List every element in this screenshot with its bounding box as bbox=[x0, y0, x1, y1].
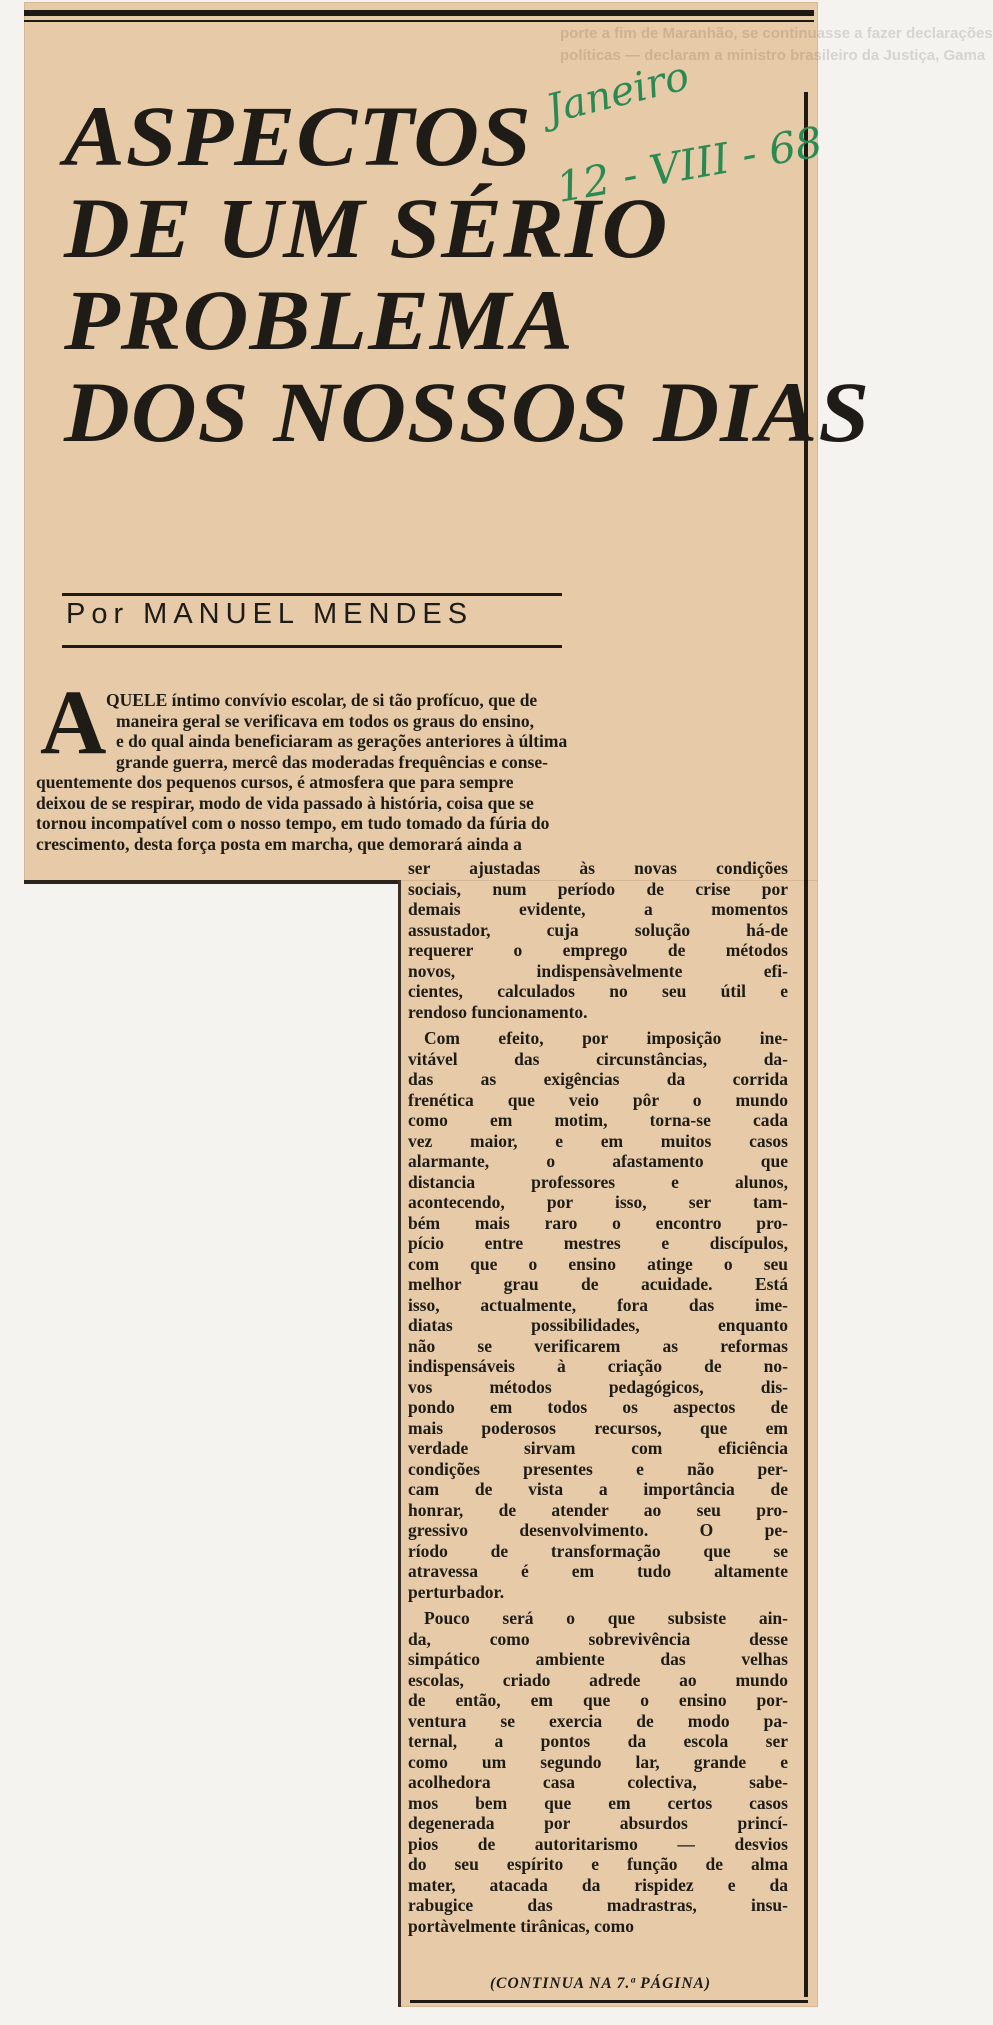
article-paragraph bbox=[408, 1608, 788, 1936]
article-line: mos bem que em certos casos bbox=[408, 1792, 788, 1813]
article-line: ternal, a pontos da escola ser bbox=[408, 1731, 788, 1751]
lead-paragraph bbox=[36, 690, 784, 854]
article-line: portàvelmente tirânicas, como bbox=[408, 1915, 634, 1936]
headline-line: PROBLEMA bbox=[64, 272, 574, 368]
article-line: melhor grau de acuidade. Está bbox=[408, 1274, 788, 1294]
lead-line: QUELE íntimo convívio escolar, de si tão profícuo, que de bbox=[106, 690, 538, 710]
article-line: pondo em todos os aspectos de bbox=[408, 1397, 788, 1417]
article-line: verdade sirvam com eficiência bbox=[408, 1438, 788, 1458]
article-line: indispensáveis à criação de no- bbox=[408, 1356, 788, 1376]
article-line: das as exigências da corrida bbox=[408, 1069, 788, 1089]
article-paragraph bbox=[408, 858, 788, 1022]
article-line: do seu espírito e função de alma bbox=[408, 1854, 788, 1874]
article-line: da, como sobrevivência desse bbox=[408, 1628, 788, 1649]
article-line: gressivo desenvolvimento. O pe- bbox=[408, 1520, 788, 1540]
article-line: distancia professores e alunos, bbox=[408, 1171, 788, 1192]
continued-note: (CONTINUA NA 7.ª PÁGINA) bbox=[490, 1975, 712, 1992]
article-line: ventura se exercia de modo pa- bbox=[408, 1710, 788, 1731]
headline-line: DOS NOSSOS DIAS bbox=[64, 364, 871, 460]
article-line: alarmante, o afastamento que bbox=[408, 1151, 788, 1171]
bleed-through-line: porte a fim de Maranhão, se continuasse a fazer declarações bbox=[560, 25, 993, 42]
article-line: mater, atacada da rispidez e da bbox=[408, 1874, 788, 1895]
article-line: cam de vista a importância de bbox=[408, 1479, 788, 1499]
article-line: condições presentes e não per- bbox=[408, 1458, 788, 1479]
article-line: Pouco será o que subsiste ain- bbox=[424, 1608, 788, 1628]
article-line: rendoso funcionamento. bbox=[408, 1001, 588, 1022]
article-line: como um segundo lar, grande e bbox=[408, 1751, 788, 1772]
article-line: perturbador. bbox=[408, 1581, 505, 1602]
article-line: requerer o emprego de métodos bbox=[408, 940, 788, 960]
article-line: frenética que veio pôr o mundo bbox=[408, 1089, 788, 1110]
article-line: acolhedora casa colectiva, sabe- bbox=[408, 1772, 788, 1792]
headline-line: ASPECTOS bbox=[64, 88, 532, 184]
article-line: pício entre mestres e discípulos, bbox=[408, 1233, 788, 1253]
drop-cap: A bbox=[40, 671, 107, 773]
headline-line: DE UM SÉRIO bbox=[64, 180, 669, 276]
lead-line: e do qual ainda beneficiaram as gerações anteriores à última bbox=[116, 731, 568, 751]
article-line: de então, em que o ensino por- bbox=[408, 1690, 788, 1710]
article-line: com que o ensino atinge o seu bbox=[408, 1253, 788, 1274]
byline-rule-bottom bbox=[62, 645, 562, 648]
article-line: simpático ambiente das velhas bbox=[408, 1649, 788, 1669]
lead-line: grande guerra, mercê das moderadas frequências e conse- bbox=[116, 751, 548, 772]
article-line: honrar, de atender ao seu pro- bbox=[408, 1499, 788, 1520]
article-line: não se verificarem as reformas bbox=[408, 1335, 788, 1356]
article-line: pios de autoritarismo — desvios bbox=[408, 1833, 788, 1854]
article-column bbox=[408, 858, 788, 1936]
lead-line: deixou de se respirar, modo de vida passado à história, coisa que se bbox=[36, 792, 534, 813]
byline-rule-top bbox=[62, 593, 562, 596]
article-line: vitável das circunstâncias, da- bbox=[408, 1048, 788, 1069]
bleed-through-line: políticas — declaram a ministro brasileiro da Justiça, Gama bbox=[560, 47, 986, 64]
article-line: assustador, cuja solução há-de bbox=[408, 919, 788, 940]
top-rule bbox=[24, 10, 814, 16]
article-paragraph bbox=[408, 1028, 788, 1602]
lead-line: tornou incompatível com o nosso tempo, em tudo tomado da fúria do bbox=[36, 813, 550, 833]
article-line: rabugice das madrastras, insu- bbox=[408, 1895, 788, 1915]
article-line: ríodo de transformação que se bbox=[408, 1540, 788, 1561]
article-line: ser ajustadas às novas condições bbox=[408, 858, 788, 878]
article-line: escolas, criado adrede ao mundo bbox=[408, 1669, 788, 1690]
cut-edge-horizontal bbox=[24, 880, 398, 884]
article-line: diatas possibilidades, enquanto bbox=[408, 1315, 788, 1335]
lead-line: quentemente dos pequenos cursos, é atmosfera que para sempre bbox=[36, 772, 514, 792]
article-line: como em motim, torna-se cada bbox=[408, 1110, 788, 1130]
lead-line: maneira geral se verificava em todos os graus do ensino, bbox=[116, 710, 535, 731]
article-line: isso, actualmente, fora das ime- bbox=[408, 1294, 788, 1315]
handwritten-date: 12 - VIII - 68 bbox=[552, 117, 826, 212]
article-line: mais poderosos recursos, que em bbox=[408, 1417, 788, 1438]
article-line: vez maior, e em muitos casos bbox=[408, 1130, 788, 1151]
article-line: cientes, calculados no seu útil e bbox=[408, 981, 788, 1001]
handwritten-month: Janeiro bbox=[541, 53, 694, 133]
top-rule-thin bbox=[24, 20, 814, 22]
byline: Por MANUEL MENDES bbox=[66, 598, 474, 630]
article-line: novos, indispensàvelmente efi- bbox=[408, 960, 788, 981]
cut-edge-vertical bbox=[398, 880, 401, 2007]
article-line: Com efeito, por imposição ine- bbox=[424, 1028, 788, 1048]
article-line: demais evidente, a momentos bbox=[408, 899, 788, 919]
bottom-column-rule bbox=[410, 2000, 808, 2003]
article-line: acontecendo, por isso, ser tam- bbox=[408, 1192, 788, 1212]
lead-line: crescimento, desta força posta em marcha, que demorará ainda a bbox=[36, 833, 522, 854]
article-line: atravessa é em tudo altamente bbox=[408, 1561, 788, 1581]
article-line: degenerada por absurdos princí- bbox=[408, 1813, 788, 1833]
article-line: sociais, num período de crise por bbox=[408, 878, 788, 899]
article-line: vos métodos pedagógicos, dis- bbox=[408, 1376, 788, 1397]
article-line: bém mais raro o encontro pro- bbox=[408, 1212, 788, 1233]
